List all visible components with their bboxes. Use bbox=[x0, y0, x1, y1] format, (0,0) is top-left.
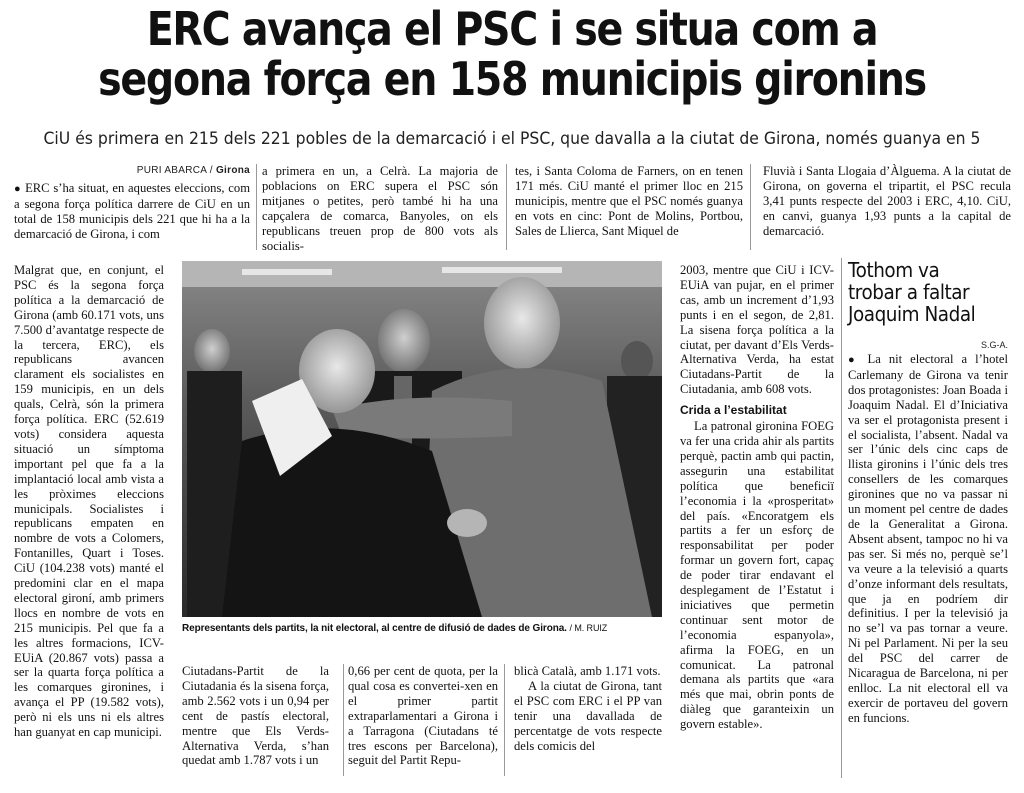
body-right-bottom-text: La patronal gironina FOEG va fer una crida ahir als partits perquè, pactin amb qui pactin, assegurin una estabilitat política que beneficiï l’economia i la «prosperitat» del país. «Encoratgem els partits a fer un esforç de responsabilitat per poder formar un govern fort, capaç de poder tirar endavant el desplegament de l’Estatut i iniciatives que permetin continuar sent motor de l’economia espanyola», afirma la FOEG, en un comunicat. La patronal demana als partits que «ara més que mai, obrin ponts de diàleg que garanteixin un govern estable». bbox=[680, 419, 834, 732]
headline-line-2: segona força en 158 municipis gironins bbox=[98, 52, 926, 106]
sidebar-column bbox=[848, 352, 1008, 726]
byline-author: PURI ABARCA bbox=[136, 165, 207, 176]
crosshead: Crida a l’estabilitat bbox=[680, 403, 787, 418]
body-right-column bbox=[680, 263, 834, 732]
body-bottom-text-1 bbox=[182, 664, 329, 768]
body-bottom-column-2 bbox=[348, 664, 498, 768]
body-bottom-column-1 bbox=[182, 664, 329, 768]
intro-text-2: a primera en un, a Celrà. La majoria de poblacions on ERC supera el PSC són mitjanes o petites, però també hi ha una capçalera de comarca, Banyoles, on els republicans treuen prop de 800 vots als socialis- bbox=[262, 164, 498, 253]
intro-text-1: ERC s’ha situat, en aquestes eleccions, com a segona força política darrere de CiU en un total de 158 municipis dels 221 que hi ha a la demarcació de Girona, i com bbox=[14, 180, 250, 241]
body-bottom-text-3a: blicà Català, amb 1.171 vots. bbox=[514, 664, 661, 678]
sidebar-divider bbox=[841, 258, 842, 778]
photo-credit: / M. RUIZ bbox=[569, 623, 608, 633]
byline-place: Girona bbox=[215, 165, 250, 176]
body-left-text: Malgrat que, en conjunt, el PSC és la segona força política a la demarcació de Girona (amb 60.171 vots, uns 7.500 d’avantatge respecte de la tercera, ERC), els republicans avancen clarament els socialistes en 159 municipis, en un dels quals, Celrà, són la primera força política. ERC (52.619 vots) considera aquesta situació un símptoma important pel que fa a la implantació local amb vista a les pròximes eleccions municipals. Socialistes i republicans empaten en nombre de vots a Colomers, Fontanilles, Quart i Toses. CiU (104.238 vots) manté el predomini clar en el mapa electoral gironí, amb primers llocs en nombre de vots en 215 municipis. Pel que fa a les altres formacions, ICV-EUiA (20.867 vots) passa a ser la quarta força política a les comarques gironines, i avança el PP (19.582 vots), però ni els uns ni els altres han guanyat en cap municipi. bbox=[14, 263, 164, 740]
news-photo-image bbox=[182, 261, 662, 617]
body-right-top-text: 2003, mentre que CiU i ICV-EUiA van pujar, en el primer cas, amb un increment d’1,93 punts i en el segon, de 2,81. La sisena força política a la ciutat, per davant d’Els Verds-Alternativa Verda, ha estat Ciutadans-Partit de la Ciutadania, amb 608 vots. bbox=[680, 263, 834, 397]
bullet-icon: ● bbox=[848, 354, 860, 366]
column-divider bbox=[504, 664, 505, 776]
sidebar-byline: S.G-A. bbox=[980, 340, 1008, 350]
column-divider bbox=[343, 664, 344, 776]
intro-column-2 bbox=[262, 164, 498, 253]
subtitle: CiU és primera en 215 dels 221 pobles de la demarcació i el PSC, que davalla a la ciutat de Girona, només guanya en 5 bbox=[43, 129, 981, 149]
byline: PURI ABARCA / Girona bbox=[136, 165, 250, 176]
photo-caption bbox=[182, 622, 662, 635]
sidebar-text: La nit electoral a l’hotel Carlemany de Girona va tenir dos protagonistes: Joan Boada i Joaquim Nadal. El d’Iniciativa va ser el protagonista present i el socialista, l’absent. Nadal va ser l’únic dels cinc caps de llista gironins i l’únic dels tres consellers de les comarques gironines que no va passar ni un moment pel centre de dades de la Generalitat a Girona. Absent absent, tampoc no hi va pas ser. Si més no, perquè se’l va veure a la televisió a quarts d’onze informant dels resultats, que ja en podríem dir definitius. I per la televisió ja no se’l va pas tornar a veure. Ni pel Parlament. Ni per la seu del PSC del carrer de Nicaragua de Barcelona, ni per enlloc. La nit electoral ell va exercir de portaveu del govern en funcions. bbox=[848, 352, 1008, 725]
intro-column-3 bbox=[515, 164, 743, 239]
column-divider bbox=[256, 164, 257, 250]
sidebar-title: Tothom va trobar a faltar Joaquim Nadal bbox=[848, 258, 976, 326]
body-bottom-text-3b: A la ciutat de Girona, tant el PSC com ERC i el PP van tenir una davallada de percentatge de vots respecte dels comicis del bbox=[514, 678, 662, 753]
column-divider bbox=[506, 164, 507, 250]
intro-text-3: tes, i Santa Coloma de Farners, on en tenen 171 més. CiU manté el primer lloc en 215 municipis, mentre que el PSC només guanya en vots en cinc: Pont de Molins, Portbou, Sales de Llierca, Sant Miquel de bbox=[515, 164, 743, 238]
intro-text-4: Fluvià i Santa Llogaia d’Àlguema. A la ciutat de Girona, on governa el tripartit, el PSC recula 3,41 punts respecte del 2003 i ERC, 4,10. CiU, en canvi, guanya 1,93 punts a la capital de demarcació. bbox=[763, 164, 1011, 238]
headline bbox=[72, 4, 953, 104]
body-left-column bbox=[14, 263, 164, 740]
photo-caption-text: Representants dels partits, la nit electoral, al centre de difusió de dades de Girona. bbox=[182, 623, 567, 634]
headline-line-1: ERC avança el PSC i se situa com a bbox=[146, 2, 878, 56]
intro-column-1 bbox=[14, 164, 250, 242]
body-bottom-text-1-span: Ciutadans-Partit de la Ciutadania és la sisena força, amb 2.562 vots i un 0,94 per cent de pastís electoral, mentre que Els Verds-Alternativa Verda, s’han quedat amb 1.787 vots i un bbox=[182, 664, 329, 768]
bullet-icon: ● bbox=[14, 182, 22, 195]
body-bottom-column-3 bbox=[514, 664, 662, 753]
body-bottom-text-2: 0,66 per cent de quota, per la qual cosa es convertei-xen en el primer partit extraparlamentari a Girona i a Tarragona (Ciutadans té tres escons per Barcelona), seguit del Partit Repu- bbox=[348, 664, 498, 768]
intro-column-4 bbox=[763, 164, 1011, 239]
column-divider bbox=[750, 164, 751, 250]
news-photo bbox=[182, 261, 662, 617]
